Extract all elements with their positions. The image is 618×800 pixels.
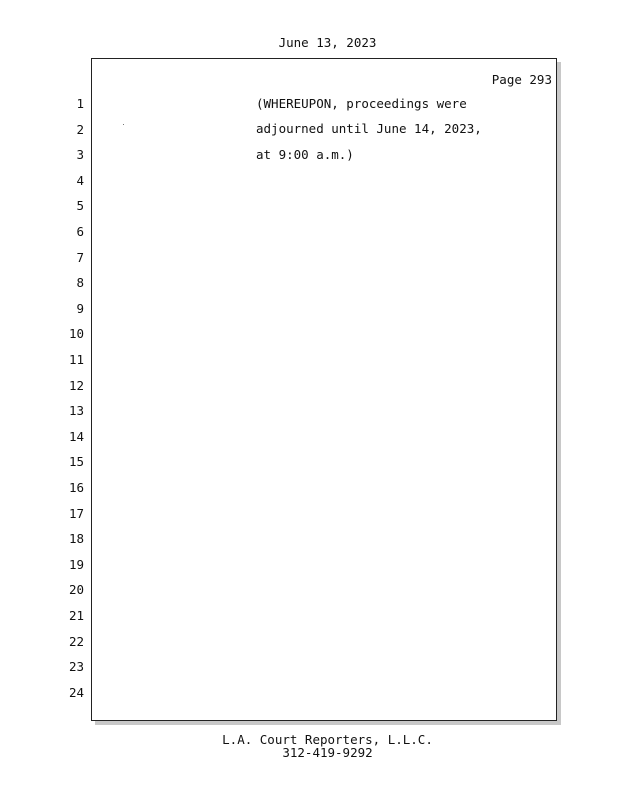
header-date: June 13, 2023 bbox=[278, 35, 377, 50]
line-number: 18 bbox=[68, 531, 84, 547]
line-number: 19 bbox=[68, 556, 84, 572]
line-number: 5 bbox=[76, 198, 84, 214]
line-number: 16 bbox=[68, 480, 84, 495]
footer-company: L.A. Court Reporters, L.L.C. bbox=[222, 732, 433, 747]
line-number: 17 bbox=[68, 505, 84, 521]
line-number: 20 bbox=[68, 582, 84, 598]
line-number: 13 bbox=[68, 403, 84, 419]
line-number: 11 bbox=[68, 352, 84, 367]
line-number: 10 bbox=[68, 326, 84, 342]
line-number: 14 bbox=[68, 428, 84, 444]
transcript-line-3: at 9:00 a.m.) bbox=[256, 147, 354, 162]
line-number: 1 bbox=[76, 96, 84, 111]
line-number: 9 bbox=[76, 300, 84, 316]
line-number: 6 bbox=[76, 224, 84, 239]
transcript-line-1: (WHEREUPON, proceedings were bbox=[256, 96, 467, 111]
page-number: Page 293 bbox=[491, 72, 552, 87]
footer bbox=[0, 733, 618, 759]
line-number: 21 bbox=[68, 608, 84, 623]
line-number: 12 bbox=[68, 377, 84, 393]
footer-phone: 312-419-9292 bbox=[282, 745, 373, 760]
line-number: 15 bbox=[68, 454, 84, 470]
transcript-line-2: adjourned until June 14, 2023, bbox=[256, 121, 482, 136]
line-number: 22 bbox=[68, 633, 84, 649]
stray-mark bbox=[123, 124, 124, 125]
line-number: 4 bbox=[76, 172, 84, 188]
line-number: 7 bbox=[76, 249, 84, 265]
line-number: 24 bbox=[68, 684, 84, 700]
line-number: 8 bbox=[76, 275, 84, 291]
line-number: 3 bbox=[76, 147, 84, 163]
line-number: 2 bbox=[76, 121, 84, 137]
line-number: 23 bbox=[68, 659, 84, 675]
